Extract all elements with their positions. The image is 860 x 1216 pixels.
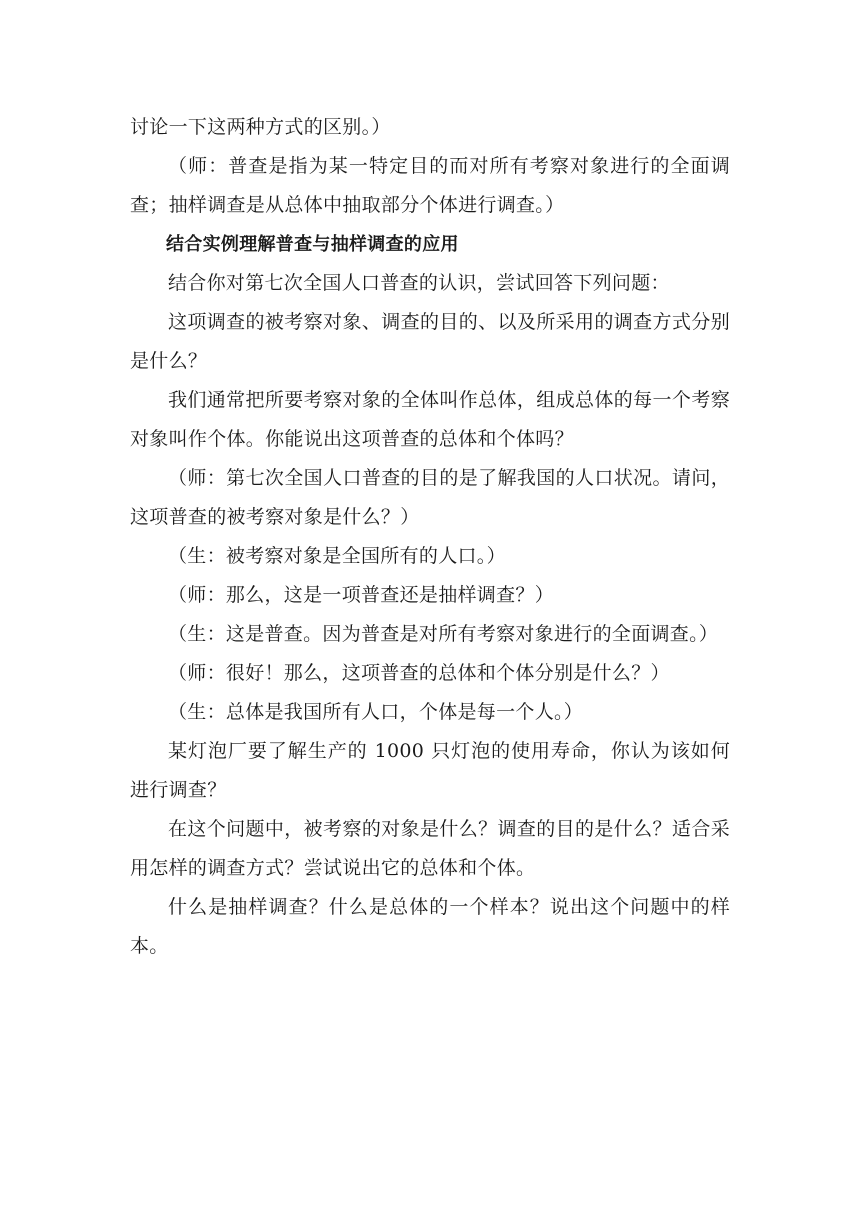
paragraph-student-answer-2: （生：这是普查。因为普查是对所有考察对象进行的全面调查。） bbox=[168, 623, 719, 645]
paragraph-population-definition: 我们通常把所要考察对象的全体叫作总体，组成总体的每一个考察对象叫作个体。你能说出这项普查的总体和个体吗？ bbox=[130, 389, 730, 450]
paragraph-student-answer-1: （生：被考察对象是全国所有的人口。） bbox=[168, 545, 506, 567]
paragraph-sample-question: 什么是抽样调查？什么是总体的一个样本？说出这个问题中的样本。 bbox=[130, 896, 730, 957]
paragraph-teacher-followup: （师：那么，这是一项普查还是抽样调查？） bbox=[168, 584, 555, 606]
paragraph-question-1: 这项调查的被考察对象、调查的目的、以及所采用的调查方式分别是什么？ bbox=[130, 311, 730, 372]
paragraph-bulb-questions: 在这个问题中，被考察的对象是什么？调查的目的是什么？适合采用怎样的调查方式？尝试说出它的总体和个体。 bbox=[130, 818, 730, 879]
paragraph-student-answer-3: （生：总体是我国所有人口，个体是每一个人。） bbox=[168, 701, 584, 723]
paragraph-teacher-praise: （师：很好！那么，这项普查的总体和个体分别是什么？） bbox=[168, 662, 670, 684]
paragraph-bulb-problem: 某灯泡厂要了解生产的 1000 只灯泡的使用寿命，你认为该如何进行调查？ bbox=[130, 740, 730, 801]
section-heading: 结合实例理解普查与抽样调查的应用 bbox=[166, 234, 459, 255]
document-body bbox=[130, 108, 730, 966]
paragraph-census-intro: 结合你对第七次全国人口普查的认识，尝试回答下列问题： bbox=[168, 272, 670, 294]
paragraph-teacher-question: （师：第七次全国人口普查的目的是了解我国的人口状况。请问，这项普查的被考察对象是什么？） bbox=[130, 467, 730, 528]
paragraph-teacher-definition: （师：普查是指为某一特定目的而对所有考察对象进行的全面调查；抽样调查是从总体中抽取部分个体进行调查。） bbox=[130, 155, 730, 216]
paragraph-continuation: 讨论一下这两种方式的区别。） bbox=[130, 116, 391, 138]
